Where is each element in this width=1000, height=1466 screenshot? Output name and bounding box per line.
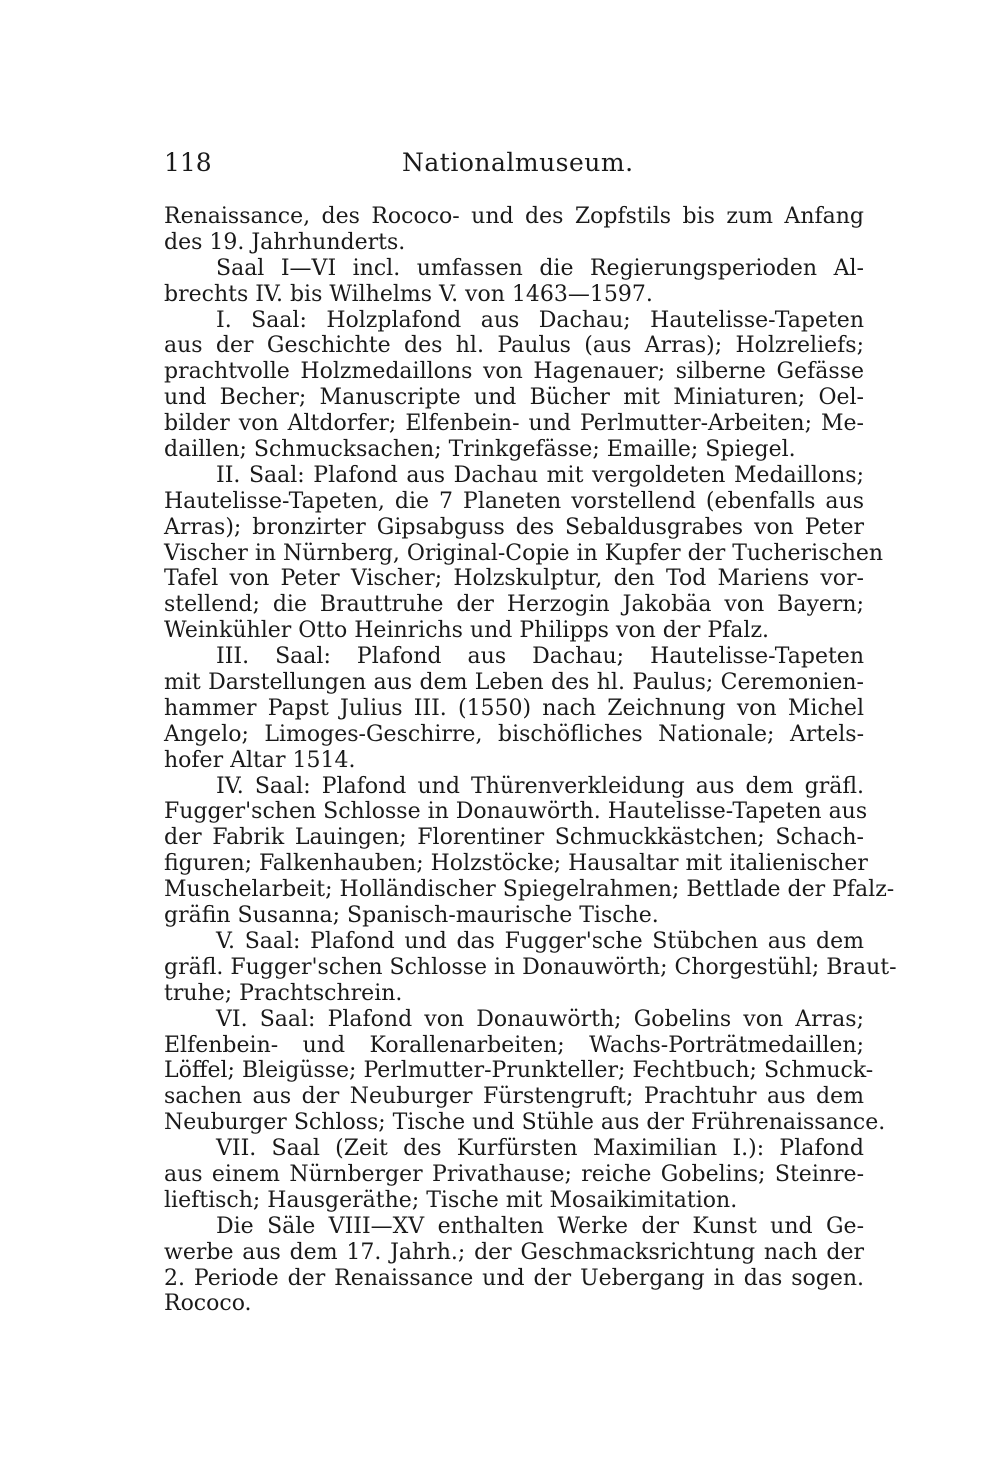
- text-line: Die Säle VIII—XV enthalten Werke der Kunst und Ge-: [216, 1213, 864, 1239]
- text-line: VI. Saal: Plafond von Donauwörth; Gobelins von Arras;: [216, 1006, 864, 1032]
- text-line: Saal I—VI incl. umfassen die Regierungsperioden Al-: [216, 255, 864, 281]
- text-line: daillen; Schmucksachen; Trinkgefässe; Emaille; Spiegel.: [164, 437, 796, 463]
- text-line: der Fabrik Lauingen; Florentiner Schmuckkästchen; Schach-: [164, 825, 864, 851]
- text-line: Löffel; Bleigüsse; Perlmutter-Prunkteller; Fechtbuch; Schmuck-: [164, 1058, 874, 1084]
- text-line: Arras); bronzirter Gipsabguss des Sebaldusgrabes von Peter: [164, 514, 864, 540]
- text-line: Angelo; Limoges-Geschirre, bischöfliches Nationale; Artels-: [164, 721, 864, 747]
- text-line: bilder von Altdorfer; Elfenbein- und Perlmutter-Arbeiten; Me-: [164, 411, 864, 437]
- text-line: des 19. Jahrhunderts.: [164, 229, 406, 255]
- text-line: sachen aus der Neuburger Fürstengruft; Prachtuhr aus dem: [164, 1084, 864, 1110]
- text-line: I. Saal: Holzplafond aus Dachau; Hautelisse-Tapeten: [216, 307, 864, 333]
- text-line: hofer Altar 1514.: [164, 747, 356, 773]
- text-line: brechts IV. bis Wilhelms V. von 1463—1597.: [164, 281, 653, 307]
- text-line: III. Saal: Plafond aus Dachau; Hautelisse-Tapeten: [216, 644, 864, 670]
- text-line: Fugger'schen Schlosse in Donauwörth. Hautelisse-Tapeten aus: [164, 799, 868, 825]
- text-line: V. Saal: Plafond und das Fugger'sche Stübchen aus dem: [216, 928, 864, 954]
- text-line: stellend; die Brauttruhe der Herzogin Jakobäa von Bayern;: [164, 592, 864, 618]
- text-line: 2. Periode der Renaissance und der Uebergang in das sogen.: [164, 1265, 864, 1291]
- text-line: aus der Geschichte des hl. Paulus (aus Arras); Holzreliefs;: [164, 333, 864, 359]
- text-line: VII. Saal (Zeit des Kurfürsten Maximilian I.): Plafond: [216, 1136, 864, 1162]
- text-line: mit Darstellungen aus dem Leben des hl. Paulus; Ceremonien-: [164, 670, 864, 696]
- text-line: figuren; Falkenhauben; Holzstöcke; Hausaltar mit italienischer: [164, 851, 868, 877]
- text-line: lieftisch; Hausgeräthe; Tische mit Mosaikimitation.: [164, 1187, 738, 1213]
- text-line: Weinkühler Otto Heinrichs und Philipps von der Pfalz.: [164, 618, 770, 644]
- text-line: gräfl. Fugger'schen Schlosse in Donauwörth; Chorgestühl; Braut-: [164, 954, 897, 980]
- text-line: Muschelarbeit; Holländischer Spiegelrahmen; Bettlade der Pfalz-: [164, 877, 895, 903]
- page-number: 118: [164, 148, 212, 177]
- text-line: Tafel von Peter Vischer; Holzskulptur, den Tod Mariens vor-: [164, 566, 864, 592]
- text-line: Renaissance, des Rococo- und des Zopfstils bis zum Anfang: [164, 204, 864, 229]
- text-line: Neuburger Schloss; Tische und Stühle aus der Frührenaissance.: [164, 1110, 886, 1136]
- body-text: [164, 204, 897, 1317]
- text-line: Vischer in Nürnberg, Original-Copie in Kupfer der Tucherischen: [164, 540, 884, 566]
- text-line: gräfin Susanna; Spanisch-maurische Tische.: [164, 903, 659, 929]
- text-line: Hautelisse-Tapeten, die 7 Planeten vorstellend (ebenfalls aus: [164, 488, 864, 514]
- text-line: aus einem Nürnberger Privathause; reiche Gobelins; Steinre-: [164, 1161, 864, 1187]
- text-line: und Becher; Manuscripte und Bücher mit Miniaturen; Oel-: [164, 385, 864, 411]
- running-head: Nationalmuseum.: [402, 148, 634, 177]
- text-line: Rococo.: [164, 1291, 252, 1317]
- text-line: truhe; Prachtschrein.: [164, 980, 403, 1006]
- text-line: werbe aus dem 17. Jahrh.; der Geschmacksrichtung nach der: [164, 1239, 864, 1265]
- text-line: IV. Saal: Plafond und Thürenverkleidung aus dem gräfl.: [216, 773, 864, 799]
- page-header: [164, 146, 864, 180]
- text-line: prachtvolle Holzmedaillons von Hagenauer; silberne Gefässe: [164, 359, 864, 385]
- text-line: hammer Papst Julius III. (1550) nach Zeichnung von Michel: [164, 695, 864, 721]
- text-line: Elfenbein- und Korallenarbeiten; Wachs-Porträtmedaillen;: [164, 1032, 864, 1058]
- text-line: II. Saal: Plafond aus Dachau mit vergoldeten Medaillons;: [216, 462, 864, 488]
